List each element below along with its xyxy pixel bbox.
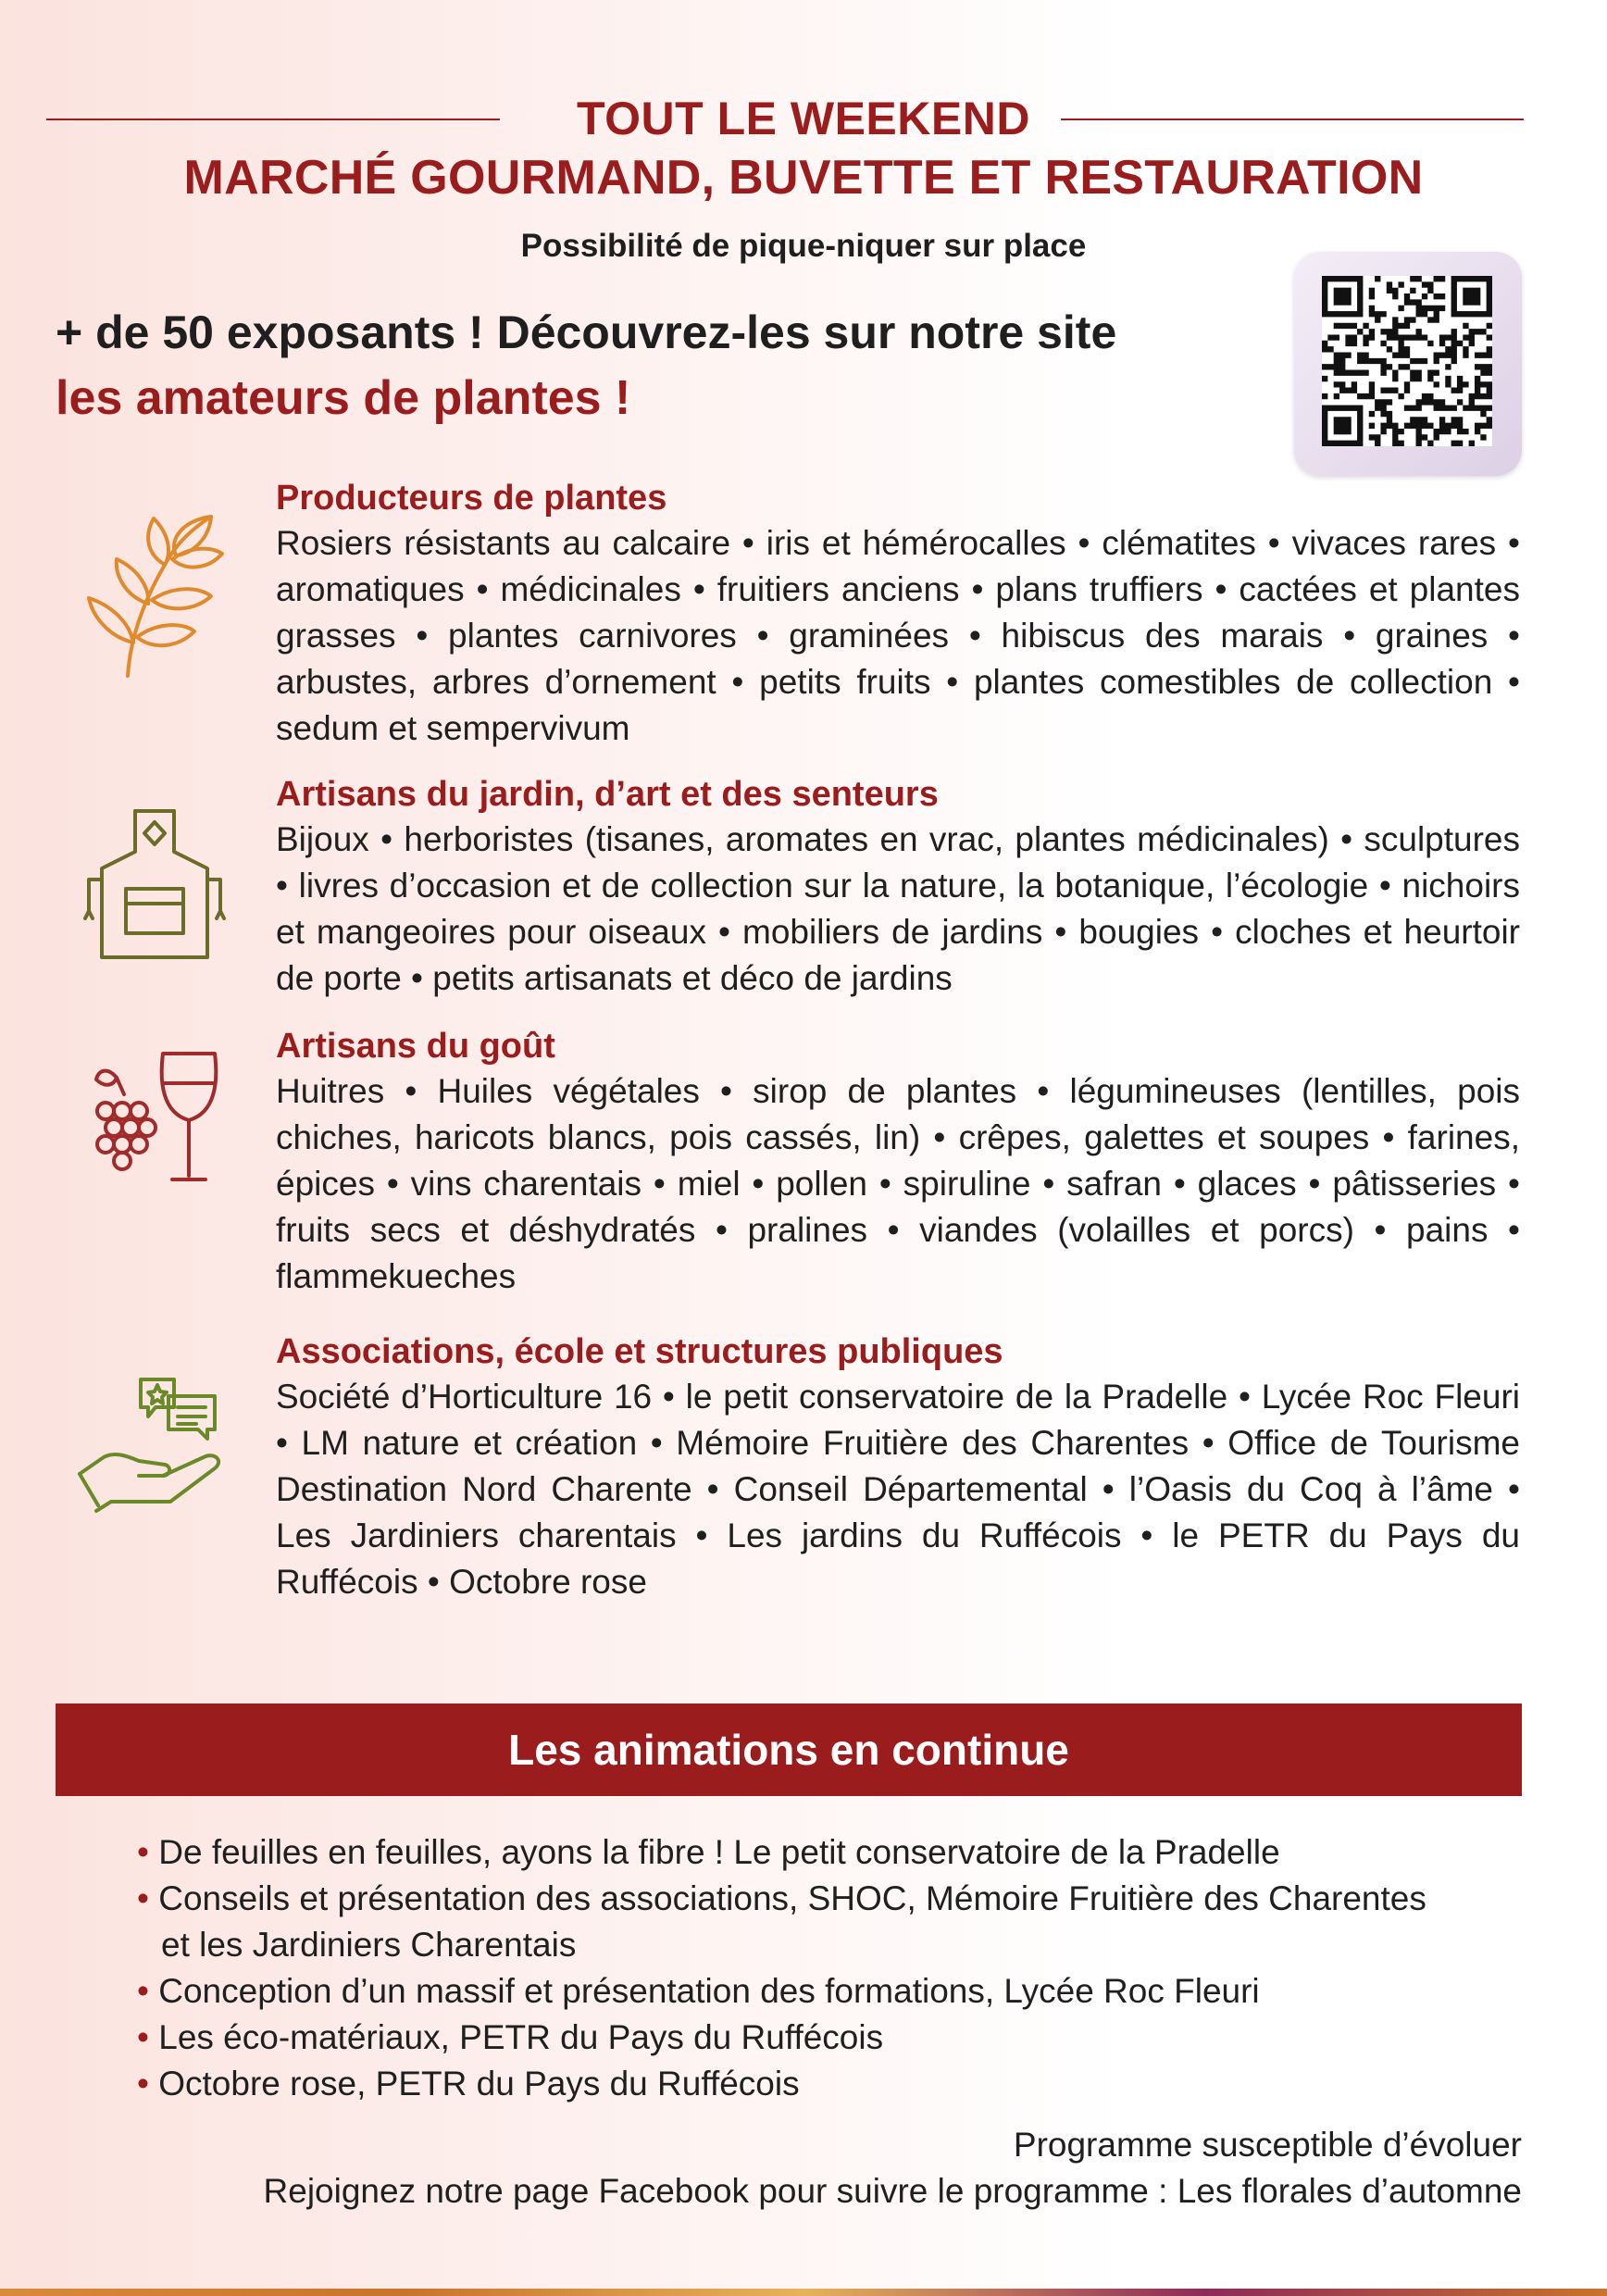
bottom-color-band (0, 2289, 1607, 2296)
animations-title: Les animations en continue (508, 1726, 1069, 1774)
apron-icon (80, 804, 230, 961)
list-item: • Conseils et présentation des associations, SHOC, Mémoire Fruitière des Charentes et les Jardiniers Charentais (137, 1879, 1426, 1964)
grapes-wine-icon (89, 1046, 224, 1187)
programme-note: Programme susceptible d’évoluer (1013, 2126, 1522, 2164)
header-rule-right (1061, 119, 1524, 120)
page-title: TOUT LE WEEKEND (577, 93, 1030, 144)
list-item: • Conception d’un massif et présentation des formations, Lycée Roc Fleuri (137, 1972, 1260, 2010)
qr-code-icon (1322, 276, 1492, 446)
leaf-branch-icon (72, 507, 230, 683)
exposants-heading: + de 50 exposants ! Découvrez-les sur notre site (56, 306, 1117, 358)
header (0, 89, 1607, 148)
bullet: • (137, 2065, 149, 2103)
section-title: Artisans du jardin, d’art et des senteurs (276, 775, 939, 814)
section-artisans-gout (276, 1024, 1520, 1300)
section-associations (276, 1329, 1520, 1605)
page-subtitle: MARCHÉ GOURMAND, BUVETTE ET RESTAURATION (183, 151, 1424, 205)
animations-list (137, 1829, 1433, 2107)
section-title: Artisans du goût (276, 1027, 555, 1066)
animations-banner (56, 1703, 1522, 1796)
list-item: • Octobre rose, PETR du Pays du Ruffécois (137, 2065, 800, 2103)
bullet: • (137, 1972, 149, 2010)
list-item: • Les éco-matériaux, PETR du Pays du Ruffécois (137, 2018, 884, 2056)
qr-code-card[interactable] (1294, 252, 1522, 476)
section-producteurs (276, 476, 1520, 752)
section-body: Société d’Horticulture 16 • le petit conservatoire de la Pradelle • Lycée Roc Fleuri • LM nature et création • Mémoire Fruitière des Charentes • Office de Tourisme Destination Nord Charente • Conseil Départemental • l’Oasis du Coq à l’âme • Les Jardiniers charentais • Les jardins du Ruffécois • le PETR du Pays du Ruffécois • Octobre rose (276, 1378, 1520, 1601)
bullet: • (137, 2018, 149, 2056)
facebook-note[interactable]: Rejoignez notre page Facebook pour suivre le programme : Les florales d’automne (263, 2172, 1522, 2210)
site-name: les amateurs de plantes ! (56, 371, 631, 425)
section-title: Producteurs de plantes (276, 479, 667, 518)
section-title: Associations, école et structures publiques (276, 1332, 1003, 1371)
hand-speech-icon (74, 1372, 239, 1513)
section-body: Huitres • Huiles végétales • sirop de plantes • légumineuses (lentilles, pois chiches, haricots blancs, pois cassés, lin) • crêpes, galettes et soupes • farines, épices • vins charentais • miel • pollen • spiruline • safran • glaces • pâtisseries • fruits secs et déshydratés • pralines • viandes (volailles et porcs) • pains • flammekueches (276, 1072, 1520, 1295)
section-artisans-jardin (276, 772, 1520, 1002)
picnic-note: Possibilité de pique-niquer sur place (520, 228, 1087, 264)
bullet: • (137, 1833, 149, 1871)
bullet: • (137, 1879, 149, 1917)
header-rule-left (46, 119, 500, 120)
section-body: Bijoux • herboristes (tisanes, aromates en vrac, plantes médicinales) • sculptures • livres d’occasion et de collection sur la nature, la botanique, l’écologie • nichoirs et mangeoires pour oiseaux • mobiliers de jardins • bougies • cloches et heurtoir de porte • petits artisanats et déco de jardins (276, 820, 1520, 997)
list-item: • De feuilles en feuilles, ayons la fibre ! Le petit conservatoire de la Pradelle (137, 1833, 1280, 1871)
section-body: Rosiers résistants au calcaire • iris et hémérocalles • clématites • vivaces rares • aromatiques • médicinales • fruitiers anciens • plans truffiers • cactées et plantes grasses • plantes carnivores • graminées • hibiscus des marais • graines • arbustes, arbres d’ornement • petits fruits • plantes comestibles de collection • sedum et sempervivum (276, 524, 1520, 747)
